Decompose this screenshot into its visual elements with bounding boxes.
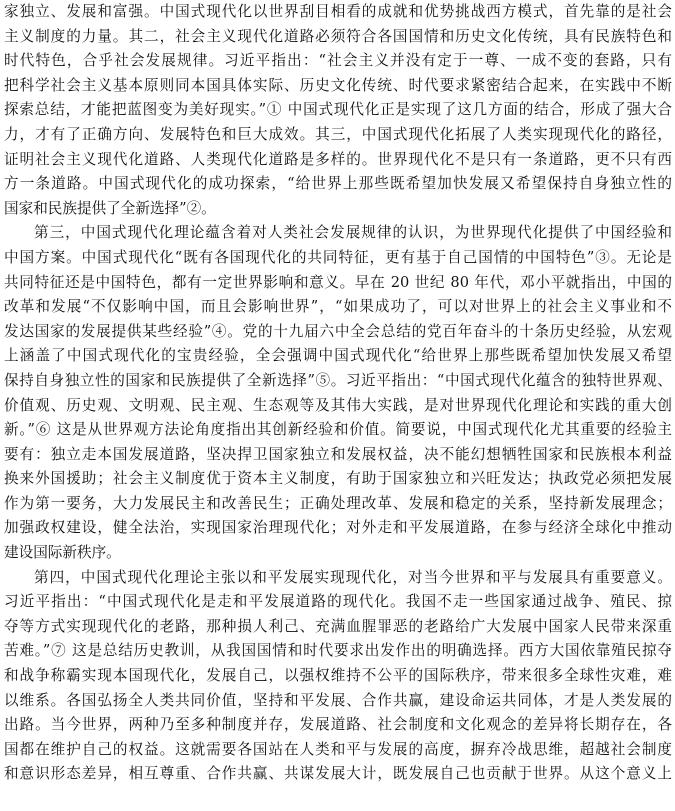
text-line: 作为第一要务，大力发展民主和改善民生；正确处理改革、发展和稳定的关系，坚持新发展理念； [4, 494, 672, 512]
text-line: 力，才有了正确方向、发展特色和巨大成效。其三，中国式现代化拓展了人类实现现代化的路径， [4, 125, 672, 143]
text-line: 把科学社会主义基本原则同本国具体实际、历史文化传统、时代要求紧密结合起来，在实践中不断 [4, 76, 672, 94]
text-line: 新。”⑥ 这是从世界观方法论角度指出其创新经验和价值。简要说，中国式现代化尤其重要的经验主 [4, 421, 672, 439]
text-line: 建设国际新秩序。 [4, 544, 121, 562]
text-line: 和意识形态差异，相互尊重、合作共赢、共谋发展大计，既发展自己也贡献于世界。从这个意义上 [4, 765, 672, 783]
text-line: 共同特征还是中国特色，都有一定世界影响和意义。早在 20 世纪 80 年代，邓小平就指出，中国的 [4, 273, 672, 291]
text-line: 国都在维护自己的权益。这就需要各国站在人类和平与发展的高度，摒弃冷战思维，超越社会制度 [4, 740, 672, 758]
text-line: 探索总结，才能把蓝图变为美好现实。”① 中国式现代化正是实现了这几方面的结合，形成了强大合 [4, 101, 672, 119]
text-line: 改革和发展“不仅影响中国，而且会影响世界”，“如果成功了，可以对世界上的社会主义事业和不 [4, 298, 672, 316]
text-line: 第四，中国式现代化理论主张以和平发展实现现代化，对当今世界和平与发展具有重要意义。 [34, 568, 672, 586]
text-line: 和战争称霸实现本国现代化，发展自己，以强权维持不公平的国际秩序，带来很多全球性灾难，难 [4, 667, 672, 685]
text-line: 第三，中国式现代化理论蕴含着对人类社会发展规律的认识，为世界现代化提供了中国经验和 [34, 224, 672, 242]
paragraph-continued [4, 0, 672, 221]
paragraph-fourth [4, 566, 672, 787]
text-line: 时代特色，合乎社会发展规律。习近平指出：“社会主义并没有定于一尊、一成不变的套路，只有 [4, 52, 672, 70]
text-line: 以维系。各国弘扬全人类共同价值，坚持和平发展、合作共赢，建设命运共同体，才是人类发展的 [4, 691, 672, 709]
text-line: 要有：独立走本国发展道路，坚决捍卫国家独立和发展权益，决不能幻想牺牲国家和民族根本利益 [4, 445, 672, 463]
text-line: 发达国家的发展提供某些经验”④。党的十九届六中全会总结的党百年奋斗的十条历史经验，从宏观 [4, 322, 672, 340]
text-line: 习近平指出：“中国式现代化是走和平发展道路的现代化。我国不走一些国家通过战争、殖民、掠 [4, 593, 672, 611]
paragraph-third [4, 221, 672, 565]
text-line: 换来外国援助；社会主义制度优于资本主义制度，有助于国家独立和兴旺发达；执政党必须把发展 [4, 470, 672, 488]
text-line: 夺等方式实现现代化的老路，那种损人利己、充满血腥罪恶的老路给广大发展中国家人民带来深重 [4, 617, 672, 635]
text-line: 主义制度的力量。其二，社会主义现代化道路必须符合各国国情和历史文化传统，具有民族特色和 [4, 27, 672, 45]
text-line: 价值观、历史观、文明观、民主观、生态观等及其伟大实践，是对世界现代化理论和实践的重大创 [4, 396, 672, 414]
text-line: 中国方案。中国式现代化“既有各国现代化的共同特征，更有基于自己国情的中国特色”③。无论是 [4, 248, 672, 266]
text-line: 苦难。”⑦ 这是总结历史教训，从我国国情和时代要求出发作出的明确选择。西方大国依靠殖民掠夺 [4, 642, 672, 660]
text-line: 家独立、发展和富强。中国式现代化以世界刮目相看的成就和优势挑战西方模式，首先靠的是社会 [4, 3, 672, 20]
text-line: 出路。当今世界，两种乃至多种制度并存，发展道路、社会制度和文化观念的差异将长期存在，各 [4, 716, 672, 734]
text-line: 国家和民族提供了全新选择”②。 [4, 199, 216, 217]
text-line: 上涵盖了中国式现代化的宝贵经验，全会强调中国式现代化“给世界上那些既希望加快发展又希望 [4, 347, 672, 365]
text-line: 保持自身独立性的国家和民族提供了全新选择”⑤。习近平指出：“中国式现代化蕴含的独特世界观、 [4, 371, 672, 389]
document-page [4, 0, 672, 811]
text-line: 加强政权建设，健全法治，实现国家治理现代化；对外走和平发展道路，在参与经济全球化中推动 [4, 519, 672, 537]
text-line: 方一条道路。中国式现代化的成功探索，“给世界上那些既希望加快发展又希望保持自身独立性的 [4, 175, 672, 193]
text-line: 证明社会主义现代化道路、人类现代化道路是多样的。世界现代化不是只有一条道路，更不只有西 [4, 150, 672, 168]
